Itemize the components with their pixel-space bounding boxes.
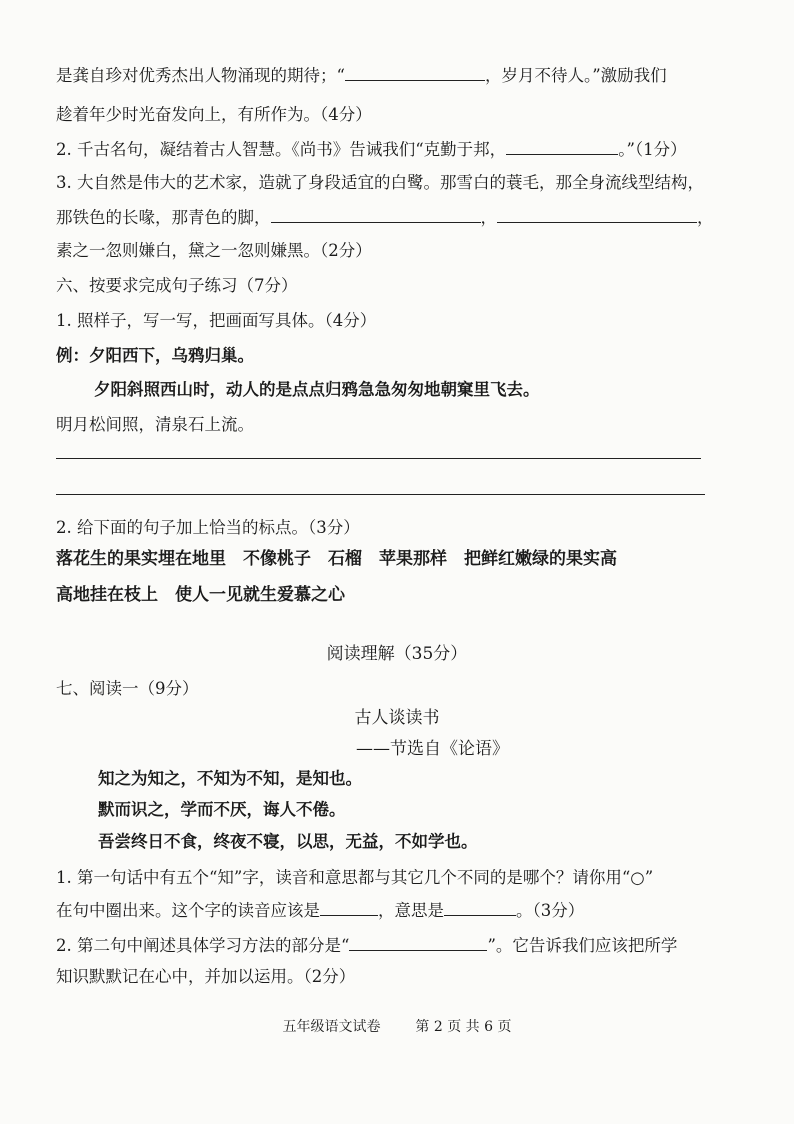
verse-3: 吾尝终日不食，终夜不寝，以思，无益，不如学也。 bbox=[98, 832, 478, 851]
punctuation-line1: 落花生的果实埋在地里 不像桃子 石榴 苹果那样 把鲜红嫩绿的果实高 bbox=[56, 549, 617, 569]
answer-blank[interactable] bbox=[320, 899, 378, 916]
answer-line[interactable] bbox=[56, 458, 701, 459]
text: ， bbox=[697, 208, 714, 227]
page-footer bbox=[0, 1016, 794, 1036]
q5-item2 bbox=[56, 138, 746, 161]
part-title: 阅读理解（35分） bbox=[326, 644, 468, 664]
poem-title: 古人谈读书 bbox=[354, 708, 440, 728]
text: 是龚自珍对优秀杰出人物涌现的期待；“ bbox=[56, 66, 345, 85]
text: 在句中圈出来。这个字的读音应该是 bbox=[56, 901, 320, 920]
section6-q2-prompt: 2. 给下面的句子加上恰当的标点。（3分） bbox=[56, 518, 360, 537]
poem-subtitle: ——节选自《论语》 bbox=[356, 739, 509, 759]
reading-q1-line2 bbox=[56, 899, 746, 922]
text: 2. 千古名句，凝结着古人智慧。《尚书》告诫我们“克勤于邦， bbox=[56, 140, 507, 159]
text: ”。它告诉我们应该把所学 bbox=[487, 936, 678, 955]
text: 那铁色的长喙，那青色的脚， bbox=[56, 208, 271, 227]
q5-continuation-line1 bbox=[56, 64, 746, 87]
answer-blank[interactable] bbox=[497, 206, 697, 223]
answer-blank[interactable] bbox=[444, 899, 516, 916]
punctuation-line2: 高地挂在枝上 使人一见就生爱慕之心 bbox=[56, 585, 345, 605]
reading-q2-line2: 知识默默记在心中，并加以运用。（2分） bbox=[56, 967, 356, 986]
example-short: 例：夕阳西下，乌鸦归巢。 bbox=[56, 346, 254, 365]
text: ， bbox=[480, 208, 497, 227]
answer-blank[interactable] bbox=[271, 206, 481, 223]
answer-blank[interactable] bbox=[506, 138, 618, 155]
example-long: 夕阳斜照西山时，动人的是点点归鸦急急匆匆地朝窠里飞去。 bbox=[94, 380, 540, 399]
q5-continuation-line2: 趁着年少时光奋发向上，有所作为。（4分） bbox=[56, 105, 372, 124]
section6-q1-prompt: 1. 照样子，写一写，把画面写具体。（4分） bbox=[56, 311, 377, 330]
text: ，岁月不待人。”激励我们 bbox=[484, 66, 667, 85]
answer-blank[interactable] bbox=[345, 64, 485, 81]
text: 。（3分） bbox=[516, 901, 585, 920]
verse-2: 默而识之，学而不厌，诲人不倦。 bbox=[98, 800, 346, 819]
reading-q1-line1: 1. 第一句话中有五个“知”字，读音和意思都与其它几个不同的是哪个？请你用“○” bbox=[56, 868, 654, 887]
answer-blank[interactable] bbox=[349, 934, 487, 951]
section7-heading: 七、阅读一（9分） bbox=[56, 679, 199, 698]
text: 2. 第二句中阐述具体学习方法的部分是“ bbox=[56, 936, 350, 955]
q5-item3-line3: 素之一忽则嫌白，黛之一忽则嫌黑。（2分） bbox=[56, 241, 372, 260]
exam-name: 五年级语文试卷 bbox=[282, 1019, 381, 1035]
section6-heading: 六、按要求完成句子练习（7分） bbox=[56, 276, 298, 295]
verse-1: 知之为知之，不知为不知，是知也。 bbox=[98, 769, 362, 788]
q5-item3-line1: 3. 大自然是伟大的艺术家，造就了身段适宜的白鹭。那雪白的蓑毛，那全身流线型结构， bbox=[56, 173, 704, 192]
q5-item3-line2 bbox=[56, 206, 746, 229]
text: ，意思是 bbox=[378, 901, 444, 920]
reading-q2-line1 bbox=[56, 934, 746, 957]
task-sentence: 明月松间照，清泉石上流。 bbox=[56, 415, 254, 434]
text: 。”（1分） bbox=[618, 140, 687, 159]
answer-line[interactable] bbox=[56, 494, 705, 495]
page-number: 第 2 页 共 6 页 bbox=[415, 1019, 512, 1035]
